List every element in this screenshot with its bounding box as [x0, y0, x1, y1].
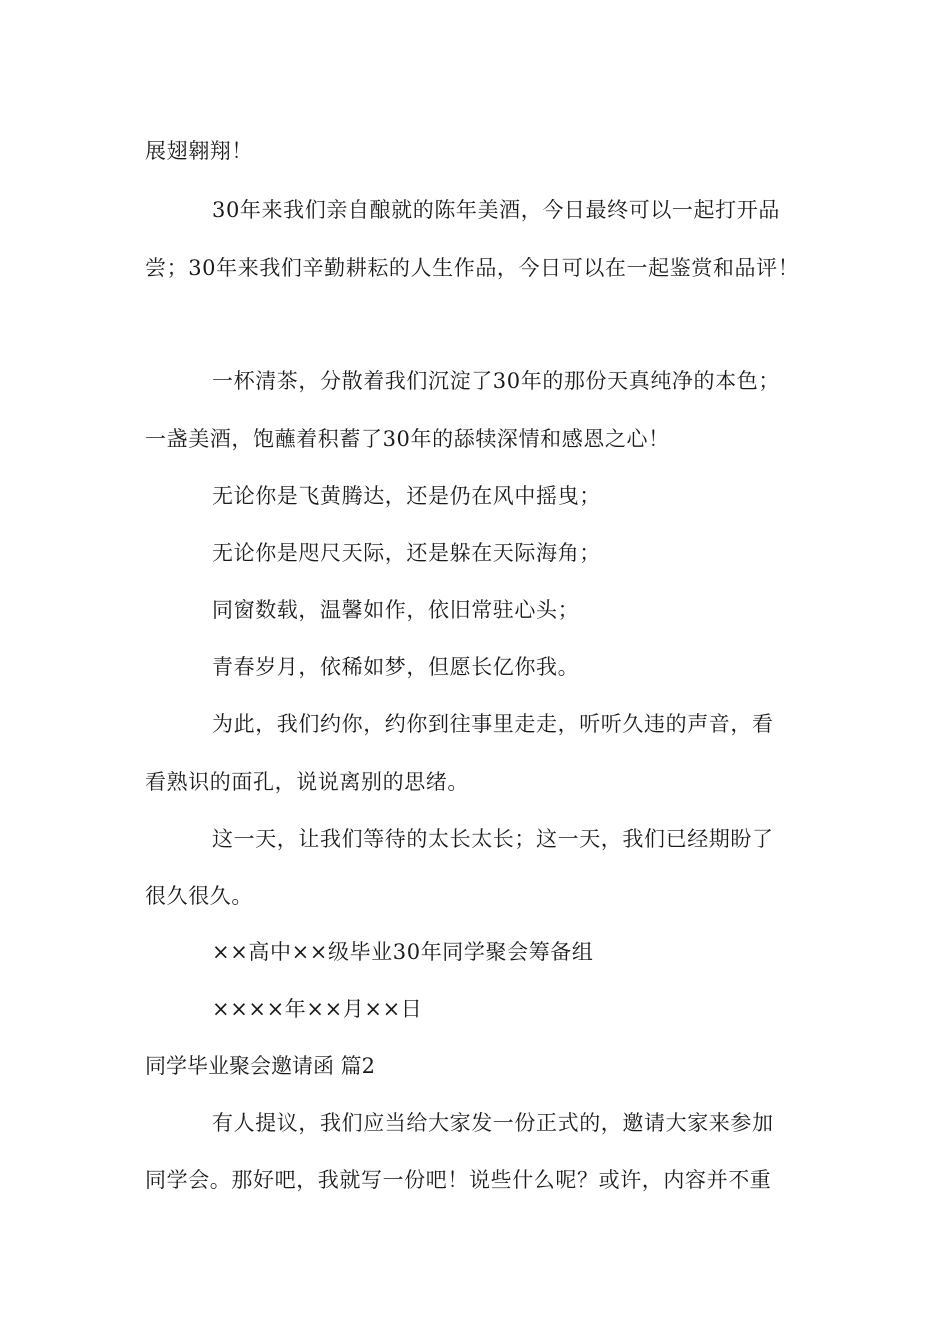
signature-line: ××高中××级毕业30年同学聚会筹备组 [212, 940, 594, 964]
section-heading: 同学毕业聚会邀请函 篇2 [145, 1054, 376, 1078]
text-line: 同学会。那好吧，我就写一份吧！说些什么呢？或许，内容并不重 [145, 1168, 772, 1192]
text-line: 尝；30年来我们辛勤耕耘的人生作品，今日可以在一起鉴赏和品评！ [145, 256, 800, 280]
text-line: 一盏美酒，饱蘸着积蓄了30年的舔犊深情和感恩之心！ [145, 427, 670, 451]
text-line: 同窗数载，温馨如作，依旧常驻心头； [212, 598, 580, 622]
text-line: 这一天，让我们等待的太长太长；这一天，我们已经期盼了 [212, 827, 774, 851]
text-line: 看熟识的面孔，说说离别的思绪。 [145, 770, 469, 794]
text-line: 为此，我们约你，约你到往事里走走，听听久违的声音，看 [212, 712, 774, 736]
text-line: 有人提议，我们应当给大家发一份正式的，邀请大家来参加 [212, 1111, 774, 1135]
text-line: 青春岁月，依稀如梦，但愿长亿你我。 [212, 655, 580, 679]
text-line: 30年来我们亲自酿就的陈年美酒，今日最终可以一起打开品 [212, 198, 780, 222]
text-line: 一杯清茶，分散着我们沉淀了30年的那份天真纯净的本色； [212, 369, 780, 393]
text-line: 无论你是咫尺天际，还是躲在天际海角； [212, 541, 601, 565]
text-line: 展翅翱翔！ [145, 139, 253, 163]
text-line: 无论你是飞黄腾达，还是仍在风中摇曳； [212, 484, 601, 508]
text-line: 很久很久。 [145, 884, 253, 908]
date-line: ××××年××月××日 [212, 997, 423, 1021]
